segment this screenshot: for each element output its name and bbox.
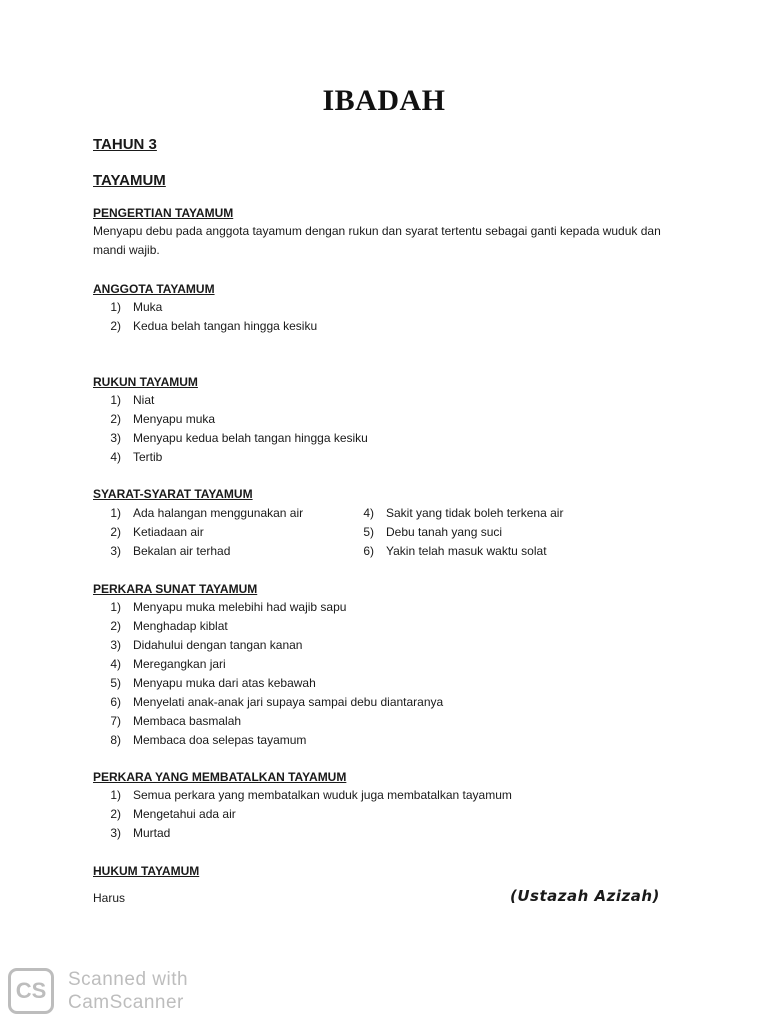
list-item xyxy=(93,448,368,467)
item-number: 6) xyxy=(110,695,121,709)
list-item xyxy=(346,504,563,523)
list-item xyxy=(93,636,443,655)
item-number: 5) xyxy=(110,676,121,690)
item-text: Menyapu kedua belah tangan hingga kesiku xyxy=(133,431,368,445)
item-number: 2) xyxy=(110,807,121,821)
list-item xyxy=(93,504,303,523)
list-item xyxy=(346,542,563,561)
item-number: 1) xyxy=(110,506,121,520)
list-item xyxy=(93,429,368,448)
item-number: 4) xyxy=(363,506,374,520)
list-item xyxy=(93,786,512,805)
list-item xyxy=(93,712,443,731)
item-number: 2) xyxy=(110,319,121,333)
hukum-heading: HUKUM TAYAMUM xyxy=(93,864,200,878)
camscanner-logo-icon: CS xyxy=(8,968,54,1014)
camscanner-watermark xyxy=(8,966,208,1018)
anggota-list xyxy=(93,298,317,336)
list-item xyxy=(93,674,443,693)
watermark-line-2: CamScanner xyxy=(68,992,184,1013)
list-item xyxy=(93,824,512,843)
item-text: Meregangkan jari xyxy=(133,657,226,671)
item-text: Menyapu muka melebihi had wajib sapu xyxy=(133,600,347,614)
item-number: 3) xyxy=(110,826,121,840)
item-number: 3) xyxy=(110,431,121,445)
item-text: Menghadap kiblat xyxy=(133,619,228,633)
item-text: Menyapu muka xyxy=(133,412,216,426)
item-text: Murtad xyxy=(133,826,171,840)
list-item xyxy=(93,298,317,317)
item-number: 1) xyxy=(110,300,121,314)
item-number: 4) xyxy=(110,450,121,464)
item-number: 3) xyxy=(110,544,121,558)
item-number: 2) xyxy=(110,619,121,633)
item-text: Ketiadaan air xyxy=(133,525,204,539)
list-item xyxy=(93,523,303,542)
item-number: 3) xyxy=(110,638,121,652)
list-item xyxy=(93,805,512,824)
hukum-text: Harus xyxy=(93,891,126,905)
item-number: 2) xyxy=(110,525,121,539)
pengertian-text: Menyapu debu pada anggota tayamum dengan rukun dan syarat tertentu sebagai ganti kepada wuduk dan mandi wajib. xyxy=(93,224,661,257)
item-text: Membaca doa selepas tayamum xyxy=(133,733,307,747)
watermark-text xyxy=(68,968,188,1014)
document-title: IBADAH xyxy=(322,84,446,117)
item-number: 5) xyxy=(363,525,374,539)
list-item xyxy=(93,391,368,410)
item-number: 8) xyxy=(110,733,121,747)
list-item xyxy=(93,617,443,636)
item-text: Niat xyxy=(133,393,155,407)
list-item xyxy=(93,317,317,336)
list-item xyxy=(93,693,443,712)
item-text: Bekalan air terhad xyxy=(133,544,231,558)
item-text: Didahului dengan tangan kanan xyxy=(133,638,303,652)
list-item xyxy=(93,731,443,750)
item-text: Tertib xyxy=(133,450,163,464)
item-text: Menyelati anak-anak jari supaya sampai debu diantaranya xyxy=(133,695,444,709)
sunat-heading: PERKARA SUNAT TAYAMUM xyxy=(93,582,258,596)
list-item xyxy=(93,410,368,429)
list-item xyxy=(93,542,303,561)
item-text: Muka xyxy=(133,300,163,314)
year-heading: TAHUN 3 xyxy=(93,136,157,153)
sunat-list xyxy=(93,598,443,750)
author-signature: (Ustazah Azizah) xyxy=(510,887,660,905)
membatalkan-list xyxy=(93,786,512,843)
pengertian-heading: PENGERTIAN TAYAMUM xyxy=(93,206,234,220)
syarat-list-right xyxy=(346,504,563,561)
item-text: Mengetahui ada air xyxy=(133,807,236,821)
list-item xyxy=(93,655,443,674)
item-text: Ada halangan menggunakan air xyxy=(133,506,304,520)
item-text: Menyapu muka dari atas kebawah xyxy=(133,676,316,690)
item-text: Semua perkara yang membatalkan wuduk juga membatalkan tayamum xyxy=(133,788,512,802)
item-number: 4) xyxy=(110,657,121,671)
rukun-heading: RUKUN TAYAMUM xyxy=(93,375,198,389)
item-text: Yakin telah masuk waktu solat xyxy=(386,544,547,558)
watermark-line-1: Scanned with xyxy=(68,969,189,990)
membatalkan-heading: PERKARA YANG MEMBATALKAN TAYAMUM xyxy=(93,770,347,784)
item-number: 7) xyxy=(110,714,121,728)
anggota-heading: ANGGOTA TAYAMUM xyxy=(93,282,215,296)
item-text: Debu tanah yang suci xyxy=(386,525,503,539)
list-item xyxy=(93,598,443,617)
list-item xyxy=(346,523,563,542)
syarat-heading: SYARAT-SYARAT TAYAMUM xyxy=(93,487,253,501)
item-text: Sakit yang tidak boleh terkena air xyxy=(386,506,564,520)
item-number: 1) xyxy=(110,600,121,614)
item-number: 1) xyxy=(110,393,121,407)
topic-heading: TAYAMUM xyxy=(93,172,166,189)
item-number: 2) xyxy=(110,412,121,426)
item-text: Kedua belah tangan hingga kesiku xyxy=(133,319,318,333)
item-text: Membaca basmalah xyxy=(133,714,242,728)
syarat-list-left xyxy=(93,504,303,561)
item-number: 1) xyxy=(110,788,121,802)
item-number: 6) xyxy=(363,544,374,558)
rukun-list xyxy=(93,391,368,467)
